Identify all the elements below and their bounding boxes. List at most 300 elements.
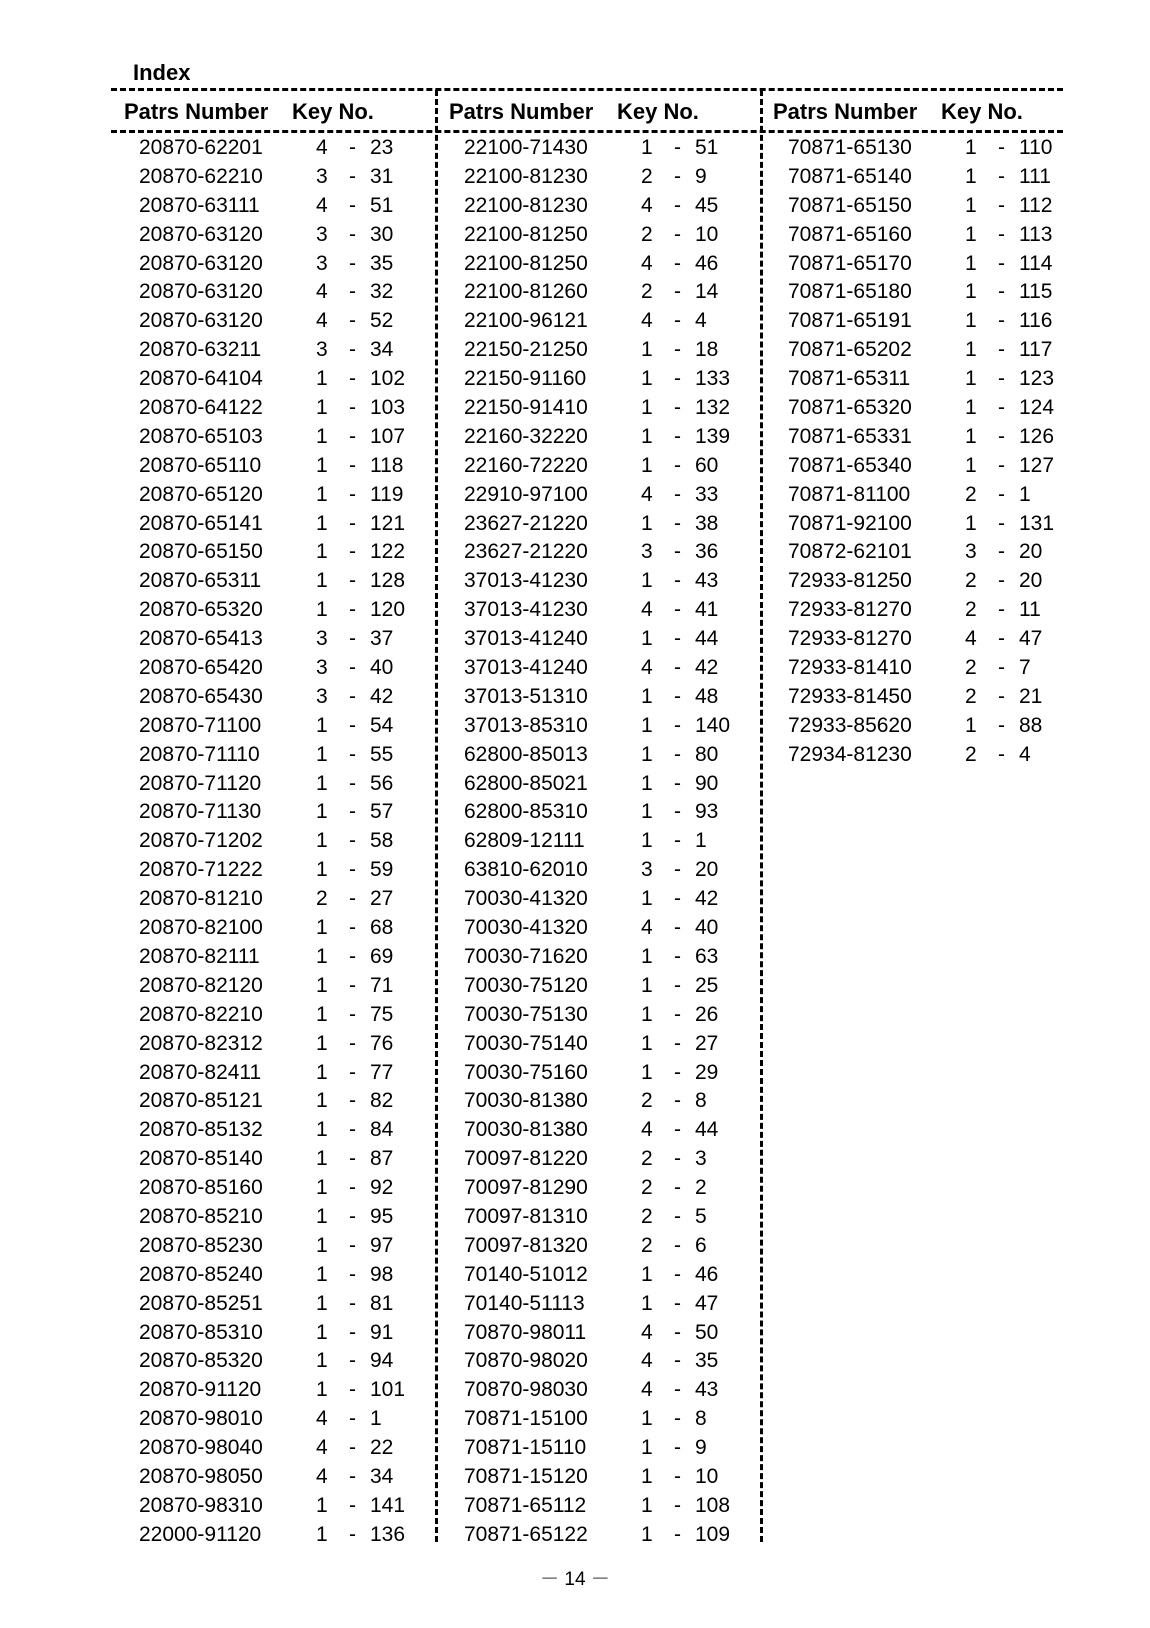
key-separator: - <box>998 193 1005 217</box>
index-row <box>124 1232 424 1261</box>
key-separator: - <box>349 887 356 911</box>
part-number: 22100-81250 <box>464 222 588 246</box>
key-number: 20 <box>1019 540 1043 564</box>
index-row <box>449 770 749 799</box>
page-number: － 14 － <box>540 1569 610 1590</box>
key-group: 1 <box>316 771 328 795</box>
key-group: 3 <box>316 684 328 708</box>
key-group: 1 <box>316 1176 328 1200</box>
key-group: 1 <box>641 338 653 362</box>
index-row <box>773 221 1073 250</box>
part-number: 70871-65150 <box>788 193 912 217</box>
key-group: 4 <box>641 309 653 333</box>
key-separator: - <box>674 1060 681 1084</box>
key-number: 22 <box>370 1436 394 1460</box>
part-number: 22150-91160 <box>464 367 587 391</box>
key-number: 84 <box>370 1118 394 1142</box>
part-number: 20870-62201 <box>139 136 263 159</box>
part-number: 63810-62010 <box>464 858 588 882</box>
part-number: 70097-81220 <box>464 1147 588 1171</box>
key-separator: - <box>674 164 681 188</box>
key-group: 3 <box>965 540 977 564</box>
key-separator: - <box>674 367 681 391</box>
part-number: 62809-12111 <box>464 829 585 853</box>
key-separator: - <box>349 1320 356 1344</box>
index-row <box>449 307 749 336</box>
index-row <box>124 625 424 654</box>
part-number: 22910-97100 <box>464 482 588 506</box>
index-row <box>449 250 749 279</box>
part-number: 37013-41230 <box>464 569 588 593</box>
key-group: 4 <box>641 251 653 275</box>
part-number: 70871-65180 <box>788 280 912 304</box>
key-number: 47 <box>695 1291 719 1315</box>
part-number: 72933-81250 <box>788 569 912 593</box>
part-number: 70097-81320 <box>464 1233 588 1257</box>
key-number: 54 <box>370 713 394 737</box>
part-number: 20870-81210 <box>139 887 263 911</box>
key-number: 27 <box>695 1031 719 1055</box>
key-group: 1 <box>316 713 328 737</box>
key-group: 1 <box>641 887 653 911</box>
part-number-header: Patrs Number <box>124 99 269 124</box>
part-number: 70871-65130 <box>788 136 912 159</box>
key-separator: - <box>998 453 1005 477</box>
key-group: 1 <box>965 193 977 217</box>
part-number: 20870-64104 <box>139 367 263 391</box>
key-number: 51 <box>695 136 719 159</box>
index-row <box>124 1030 424 1059</box>
part-number: 37013-41230 <box>464 598 588 622</box>
index-row <box>124 134 424 163</box>
key-group: 1 <box>641 713 653 737</box>
key-separator: - <box>674 1522 681 1546</box>
key-group: 1 <box>316 598 328 622</box>
key-separator: - <box>674 424 681 448</box>
part-number: 20870-85240 <box>139 1262 263 1286</box>
index-row <box>449 1492 749 1521</box>
key-group: 1 <box>641 1464 653 1488</box>
part-number: 22100-81230 <box>464 164 588 188</box>
key-group: 2 <box>641 1176 653 1200</box>
key-group: 1 <box>641 800 653 824</box>
key-separator: - <box>349 1002 356 1026</box>
part-number: 62800-85021 <box>464 771 588 795</box>
part-number: 37013-41240 <box>464 656 588 680</box>
key-separator: - <box>349 136 356 159</box>
key-separator: - <box>349 251 356 275</box>
part-number: 72933-81270 <box>788 627 912 651</box>
key-number: 40 <box>695 916 719 940</box>
key-number: 114 <box>1019 251 1053 275</box>
key-number: 71 <box>370 973 394 997</box>
part-number: 20870-82111 <box>139 944 260 968</box>
index-row <box>124 741 424 770</box>
part-number: 20870-63120 <box>139 222 263 246</box>
part-number: 70871-65160 <box>788 222 912 246</box>
key-group: 2 <box>965 598 977 622</box>
index-row <box>124 481 424 510</box>
key-separator: - <box>674 222 681 246</box>
index-row <box>124 394 424 423</box>
key-separator: - <box>349 858 356 882</box>
key-no-header: Key No. <box>292 99 374 124</box>
part-number: 70097-81310 <box>464 1204 588 1228</box>
index-row <box>124 192 424 221</box>
index-row <box>449 538 749 567</box>
key-group: 1 <box>316 1118 328 1142</box>
key-separator: - <box>674 1291 681 1315</box>
key-number: 8 <box>695 1407 707 1431</box>
key-number: 8 <box>695 1089 707 1113</box>
key-number: 127 <box>1019 453 1055 477</box>
key-number: 120 <box>370 598 406 622</box>
index-row <box>773 163 1073 192</box>
key-separator: - <box>349 627 356 651</box>
key-number: 33 <box>695 482 719 506</box>
key-separator: - <box>349 944 356 968</box>
key-number: 32 <box>370 280 394 304</box>
index-row <box>124 885 424 914</box>
index-row <box>449 625 749 654</box>
key-separator: - <box>998 136 1005 159</box>
part-number: 37013-85310 <box>464 713 588 737</box>
key-number: 58 <box>370 829 394 853</box>
index-row <box>124 1001 424 1030</box>
key-number: 77 <box>370 1060 394 1084</box>
key-number: 1 <box>370 1407 382 1431</box>
key-separator: - <box>349 338 356 362</box>
index-row <box>124 1145 424 1174</box>
key-number: 107 <box>370 424 406 448</box>
key-separator: - <box>674 569 681 593</box>
index-row <box>124 798 424 827</box>
key-group: 1 <box>316 944 328 968</box>
key-separator: - <box>349 280 356 304</box>
key-number: 115 <box>1019 280 1053 304</box>
key-group: 1 <box>641 1291 653 1315</box>
index-row <box>449 856 749 885</box>
key-separator: - <box>349 1204 356 1228</box>
key-separator: - <box>998 684 1005 708</box>
key-number: 136 <box>370 1522 406 1546</box>
index-row <box>449 1347 749 1376</box>
key-group: 4 <box>641 1320 653 1344</box>
key-separator: - <box>349 1176 356 1200</box>
key-group: 4 <box>641 916 653 940</box>
key-separator: - <box>674 1031 681 1055</box>
key-group: 1 <box>641 1407 653 1431</box>
part-number: 70030-75140 <box>464 1031 588 1055</box>
key-group: 1 <box>316 1349 328 1373</box>
key-group: 1 <box>316 511 328 535</box>
key-number: 11 <box>1019 598 1041 622</box>
key-number: 50 <box>695 1320 719 1344</box>
part-number: 20870-71130 <box>139 800 262 824</box>
key-number: 108 <box>695 1493 731 1517</box>
part-number: 22150-21250 <box>464 338 588 362</box>
index-row <box>449 654 749 683</box>
index-row <box>449 798 749 827</box>
key-separator: - <box>998 222 1005 246</box>
key-group: 1 <box>316 482 328 506</box>
key-group: 1 <box>641 511 653 535</box>
part-number: 20870-65430 <box>139 684 263 708</box>
part-number: 70030-75130 <box>464 1002 588 1026</box>
index-row <box>449 192 749 221</box>
key-separator: - <box>349 1522 356 1546</box>
key-number: 116 <box>1019 309 1053 333</box>
index-row <box>124 365 424 394</box>
key-separator: - <box>349 713 356 737</box>
key-group: 1 <box>641 1493 653 1517</box>
index-row <box>449 221 749 250</box>
index-row <box>773 394 1073 423</box>
key-separator: - <box>674 251 681 275</box>
key-number: 91 <box>370 1320 394 1344</box>
key-separator: - <box>349 1464 356 1488</box>
index-row <box>773 625 1073 654</box>
key-group: 2 <box>641 1233 653 1257</box>
part-number: 20870-85210 <box>139 1204 263 1228</box>
part-number: 22150-91410 <box>464 396 588 420</box>
key-separator: - <box>674 1204 681 1228</box>
index-row <box>773 712 1073 741</box>
key-group: 1 <box>316 1291 328 1315</box>
part-number: 20870-63111 <box>139 193 260 217</box>
part-number: 70871-65122 <box>464 1522 588 1546</box>
part-number: 20870-82411 <box>139 1060 262 1084</box>
key-group: 2 <box>641 1147 653 1171</box>
index-row <box>449 134 749 163</box>
index-row <box>124 683 424 712</box>
key-group: 1 <box>965 309 977 333</box>
key-group: 2 <box>641 1089 653 1113</box>
column-header <box>124 94 424 130</box>
index-rows <box>449 134 749 1550</box>
key-group: 3 <box>641 858 653 882</box>
key-number: 46 <box>695 1262 719 1286</box>
key-separator: - <box>349 1493 356 1517</box>
key-group: 2 <box>965 569 977 593</box>
index-row <box>124 914 424 943</box>
key-group: 1 <box>316 1002 328 1026</box>
index-row <box>124 1463 424 1492</box>
key-separator: - <box>998 511 1005 535</box>
key-number: 23 <box>370 136 394 159</box>
key-separator: - <box>998 367 1005 391</box>
index-row <box>124 972 424 1001</box>
key-number: 81 <box>370 1291 394 1315</box>
index-column-2 <box>449 94 749 1550</box>
index-column-3 <box>773 94 1073 770</box>
key-group: 1 <box>316 396 328 420</box>
part-number: 70030-75120 <box>464 973 588 997</box>
key-number: 51 <box>370 193 394 217</box>
key-group: 1 <box>316 1262 328 1286</box>
key-separator: - <box>674 1002 681 1026</box>
index-row <box>124 1376 424 1405</box>
part-number: 70871-65191 <box>788 309 912 333</box>
key-number: 90 <box>695 771 719 795</box>
part-number: 70870-98011 <box>464 1320 587 1344</box>
part-number: 70870-98020 <box>464 1349 588 1373</box>
part-number: 70871-92100 <box>788 511 912 535</box>
key-separator: - <box>674 944 681 968</box>
key-separator: - <box>674 656 681 680</box>
key-number: 76 <box>370 1031 394 1055</box>
index-row <box>449 365 749 394</box>
key-group: 1 <box>316 1493 328 1517</box>
column-header <box>773 94 1073 130</box>
key-group: 1 <box>641 742 653 766</box>
key-number: 141 <box>370 1493 406 1517</box>
part-number: 70030-41320 <box>464 916 588 940</box>
key-group: 1 <box>641 1060 653 1084</box>
key-separator: - <box>674 540 681 564</box>
index-row <box>124 1492 424 1521</box>
index-row <box>773 134 1073 163</box>
index-row <box>124 1059 424 1088</box>
key-group: 2 <box>641 1204 653 1228</box>
part-number: 70870-98030 <box>464 1378 588 1402</box>
header-top-rule <box>111 88 1063 91</box>
key-number: 35 <box>370 251 394 275</box>
index-row <box>124 1261 424 1290</box>
key-separator: - <box>349 511 356 535</box>
key-number: 1 <box>1019 482 1031 506</box>
key-separator: - <box>674 1407 681 1431</box>
index-row <box>124 163 424 192</box>
key-number: 119 <box>370 482 404 506</box>
key-separator: - <box>349 424 356 448</box>
index-row <box>124 1290 424 1319</box>
key-separator: - <box>674 1118 681 1142</box>
key-number: 9 <box>695 164 707 188</box>
part-number: 20870-82100 <box>139 916 263 940</box>
key-separator: - <box>998 396 1005 420</box>
index-row <box>124 1319 424 1348</box>
key-separator: - <box>998 627 1005 651</box>
key-number: 82 <box>370 1089 394 1113</box>
index-row <box>449 1521 749 1550</box>
index-row <box>449 712 749 741</box>
key-separator: - <box>674 453 681 477</box>
key-number: 131 <box>1019 511 1055 535</box>
index-row <box>124 1087 424 1116</box>
part-number: 20870-65110 <box>139 453 262 477</box>
part-number: 20870-71202 <box>139 829 263 853</box>
index-row <box>773 538 1073 567</box>
key-group: 1 <box>316 367 328 391</box>
key-separator: - <box>349 569 356 593</box>
key-number: 29 <box>695 1060 719 1084</box>
part-number: 70030-41320 <box>464 887 588 911</box>
key-group: 2 <box>965 742 977 766</box>
index-column-1 <box>124 94 424 1550</box>
key-separator: - <box>998 424 1005 448</box>
index-row <box>773 336 1073 365</box>
key-number: 121 <box>370 511 406 535</box>
key-separator: - <box>674 627 681 651</box>
index-row <box>773 307 1073 336</box>
key-separator: - <box>674 1262 681 1286</box>
key-number: 43 <box>695 569 719 593</box>
part-number: 70872-62101 <box>788 540 912 564</box>
index-row <box>773 481 1073 510</box>
index-row <box>449 885 749 914</box>
part-number: 22100-81230 <box>464 193 588 217</box>
key-group: 4 <box>316 1436 328 1460</box>
key-group: 4 <box>316 1407 328 1431</box>
part-number: 20870-65413 <box>139 627 263 651</box>
key-number: 34 <box>370 1464 394 1488</box>
key-separator: - <box>674 136 681 159</box>
key-number: 113 <box>1019 222 1053 246</box>
key-number: 9 <box>695 1436 707 1460</box>
index-row <box>124 654 424 683</box>
key-group: 1 <box>316 1031 328 1055</box>
index-row <box>773 654 1073 683</box>
column-divider-2 <box>760 90 763 1542</box>
index-row <box>449 1145 749 1174</box>
key-group: 1 <box>316 1147 328 1171</box>
key-group: 1 <box>316 742 328 766</box>
key-number: 42 <box>695 887 719 911</box>
key-group: 3 <box>316 338 328 362</box>
key-group: 4 <box>316 280 328 304</box>
key-number: 45 <box>695 193 719 217</box>
key-group: 3 <box>316 222 328 246</box>
key-group: 4 <box>641 598 653 622</box>
key-number: 6 <box>695 1233 707 1257</box>
key-number: 111 <box>1019 164 1051 188</box>
index-row <box>449 1203 749 1232</box>
key-number: 44 <box>695 627 719 651</box>
part-number: 70871-65320 <box>788 396 912 420</box>
index-row <box>773 596 1073 625</box>
key-separator: - <box>674 1436 681 1460</box>
key-separator: - <box>674 742 681 766</box>
index-row <box>124 250 424 279</box>
index-row <box>124 336 424 365</box>
key-number: 109 <box>695 1522 731 1546</box>
key-group: 1 <box>641 771 653 795</box>
part-number: 70871-15120 <box>464 1464 588 1488</box>
key-number: 30 <box>370 222 394 246</box>
key-separator: - <box>674 1233 681 1257</box>
key-number: 117 <box>1019 338 1053 362</box>
key-number: 124 <box>1019 396 1055 420</box>
key-separator: - <box>674 887 681 911</box>
key-separator: - <box>349 684 356 708</box>
key-number: 95 <box>370 1204 394 1228</box>
key-number: 52 <box>370 309 394 333</box>
part-number: 20870-64122 <box>139 396 263 420</box>
key-separator: - <box>674 396 681 420</box>
key-group: 4 <box>316 193 328 217</box>
key-group: 1 <box>316 453 328 477</box>
key-group: 1 <box>641 136 653 159</box>
index-row <box>773 452 1073 481</box>
key-group: 3 <box>316 656 328 680</box>
key-number: 20 <box>1019 569 1043 593</box>
key-group: 4 <box>641 482 653 506</box>
key-separator: - <box>674 1349 681 1373</box>
key-group: 1 <box>316 973 328 997</box>
part-number: 20870-71222 <box>139 858 263 882</box>
index-row <box>449 1174 749 1203</box>
